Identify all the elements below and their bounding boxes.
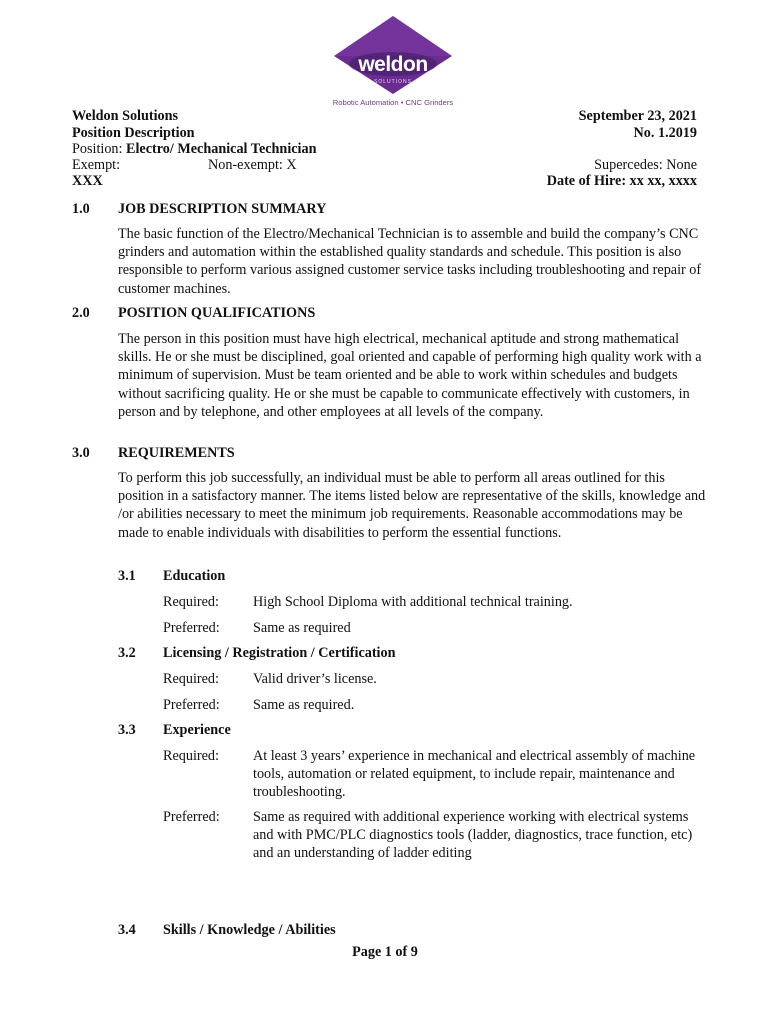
logo-sub-wordmark: SOLUTIONS xyxy=(374,79,412,85)
section-title: JOB DESCRIPTION SUMMARY xyxy=(118,201,327,217)
section-number: 3.0 xyxy=(72,445,90,461)
supercedes: Supercedes: None xyxy=(594,157,697,173)
page-number: Page 1 of 9 xyxy=(352,944,418,960)
required-label: Required: xyxy=(163,594,219,610)
doc-type: Position Description xyxy=(72,125,195,141)
subsection-number: 3.3 xyxy=(118,722,136,738)
subsection-number: 3.4 xyxy=(118,922,136,938)
section-title: REQUIREMENTS xyxy=(118,445,235,461)
company-logo xyxy=(330,14,456,110)
logo-wordmark: weldon xyxy=(358,53,428,76)
section-number: 1.0 xyxy=(72,201,90,217)
date-of-hire: Date of Hire: xx xx, xxxx xyxy=(546,173,697,189)
preferred-label: Preferred: xyxy=(163,697,220,713)
section-title: POSITION QUALIFICATIONS xyxy=(118,305,316,321)
position-label: Position: xyxy=(72,141,123,157)
required-value: High School Diploma with additional technical training. xyxy=(253,594,573,610)
preferred-value: Same as required. xyxy=(253,697,355,713)
preferred-label: Preferred: xyxy=(163,620,220,636)
subsection-number: 3.1 xyxy=(118,568,136,584)
subsection-title: Skills / Knowledge / Abilities xyxy=(163,922,336,938)
exempt-label: Exempt: xyxy=(72,157,121,173)
preferred-value: Same as required with additional experience working with electrical systems and with PMC/PLC diagnostics tools (ladder, diagnostics, trace function, etc) and an understanding of ladder editing xyxy=(253,809,693,862)
required-value: Valid driver’s license. xyxy=(253,671,377,687)
subsection-title: Licensing / Registration / Certification xyxy=(163,645,396,661)
section-body: The person in this position must have high electrical, mechanical aptitude and strong mathematical skills. He or she must be disciplined, goal oriented and capable of performing high quality work with a minimum of supervision. Must be team oriented and be able to work within schedules and budgets without sacrificing quality. He or she must be capable to communicate effectively with customers, in person and by telephone, and other employees at all levels of the company. xyxy=(118,331,702,420)
preferred-value: Same as required xyxy=(253,620,351,636)
section-body: The basic function of the Electro/Mechanical Technician is to assemble and build the company’s CNC grinders and automation within the established quality standards and schedule. This position is also responsible to perform various assigned customer service tasks including troubleshooting and repair of customer machines. xyxy=(118,226,702,297)
company-name: Weldon Solutions xyxy=(72,108,179,124)
required-label: Required: xyxy=(163,671,219,687)
logo-tagline: Robotic Automation • CNC Grinders xyxy=(332,98,454,107)
doc-number: No. 1.2019 xyxy=(633,125,697,141)
xxx-placeholder: XXX xyxy=(72,173,103,189)
required-label: Required: xyxy=(163,748,219,764)
position-value: Electro/ Mechanical Technician xyxy=(126,141,317,157)
subsection-title: Experience xyxy=(163,722,231,738)
section-body: To perform this job successfully, an individual must be able to perform all areas outlined for this position in a satisfactory manner. The items listed below are representative of the skills, knowledge and /or abilities necessary to meet the minimum job requirements. Reasonable accommodations may be made to enable individuals with disabilities to perform the essential functions. xyxy=(118,470,706,541)
subsection-number: 3.2 xyxy=(118,645,136,661)
doc-date: September 23, 2021 xyxy=(578,108,697,124)
preferred-label: Preferred: xyxy=(163,809,220,825)
nonexempt-value: Non-exempt: X xyxy=(208,157,297,173)
required-value: At least 3 years’ experience in mechanical and electrical assembly of machine tools, automation or related equipment, to include repair, maintenance and troubleshooting. xyxy=(253,748,696,801)
subsection-title: Education xyxy=(163,568,226,584)
section-number: 2.0 xyxy=(72,305,90,321)
